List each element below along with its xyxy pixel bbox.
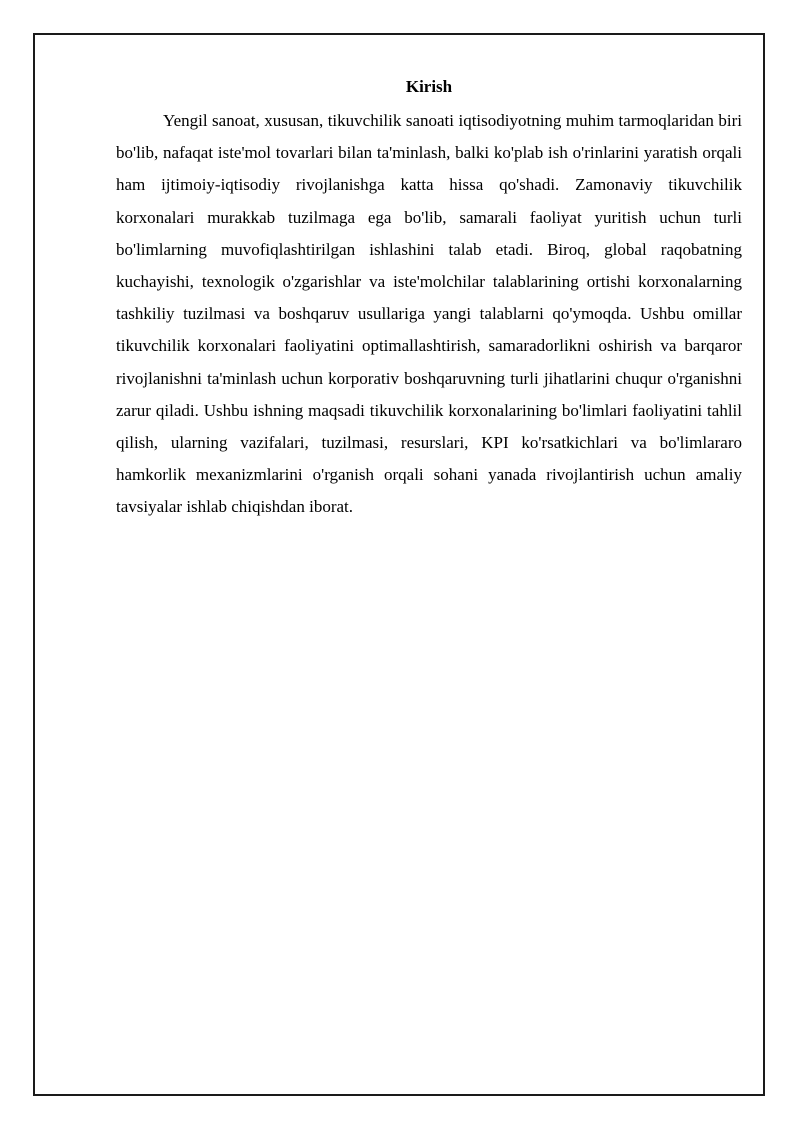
document-body xyxy=(116,75,742,524)
section-heading: Kirish xyxy=(405,77,453,96)
intro-paragraph: Yengil sanoat, xususan, tikuvchilik sanoati iqtisodiyotning muhim tarmoqlaridan biri bo'lib, nafaqat iste'mol tovarlari bilan ta'minlash, balki ko'plab ish o'rinlarini yaratish orqali ham ijtimoiy-iqtisodiy rivojlanishga katta hissa qo'shadi. Zamonaviy tikuvchilik korxonalari murakkab tuzilmaga ega bo'lib, samarali faoliyat yuritish uchun turli bo'limlarning muvofiqlashtirilgan ishlashini talab etadi. Biroq, global raqobatning kuchayishi, texnologik o'zgarishlar va iste'molchilar talablarining ortishi korxonalarning tashkiliy tuzilmasi va boshqaruv usullariga yangi talablarni qo'ymoqda. Ushbu omillar tikuvchilik korxonalari faoliyatini optimallashtirish, samaradorlikni oshirish va barqaror rivojlanishni ta'minlash uchun korporativ boshqaruvning turli jihatlarini chuqur o'rganishni zarur qiladi. Ushbu ishning maqsadi tikuvchilik korxonalarining bo'limlari faoliyatini tahlil qilish, ularning vazifalari, tuzilmasi, resurslari, KPI ko'rsatkichlari va bo'limlararo hamkorlik mexanizmlarini o'rganish orqali sohani yanada rivojlantirish uchun amaliy tavsiyalar ishlab chiqishdan iborat. xyxy=(116,111,742,517)
